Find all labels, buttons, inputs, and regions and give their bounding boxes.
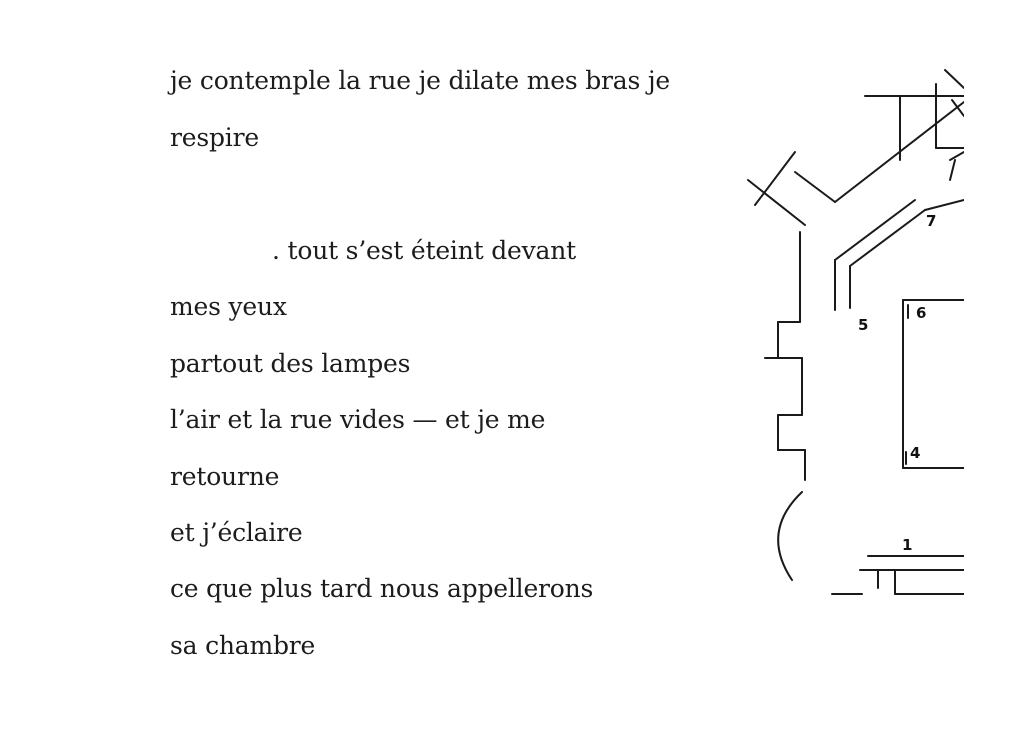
poem-line: retourne: [170, 462, 280, 491]
poem-line: ce que plus tard nous appellerons: [170, 574, 594, 603]
poem-line: sa chambre: [170, 631, 316, 660]
poem-line: mes yeux: [170, 292, 287, 321]
plan-wall: [950, 152, 964, 160]
poem-line: . tout s’est éteint devant: [272, 236, 576, 265]
poem-line: et j’éclaire: [170, 518, 303, 547]
plan-wall: [925, 200, 964, 210]
plan-label: 7: [926, 212, 937, 230]
plan-wall: [945, 70, 964, 88]
floor-plan-drawing: [740, 60, 964, 620]
poem-line: je contemple la rue je dilate mes bras je: [170, 66, 671, 95]
poem-line: partout des lampes: [170, 349, 411, 378]
poem-line: l’air et la rue vides — et je me: [170, 405, 546, 434]
plan-wall: [835, 200, 915, 260]
plan-wall: [950, 160, 955, 180]
plan-label: 4: [910, 444, 921, 462]
poem-line: respire: [170, 123, 259, 152]
poem-text: [170, 0, 690, 749]
plan-label: 1: [902, 536, 913, 554]
plan-label: 6: [916, 304, 927, 322]
plan-wall: [795, 172, 835, 202]
plan-label: 5: [858, 316, 869, 334]
plan-wall: [850, 210, 925, 266]
floor-plan-sketch: [740, 60, 964, 620]
plan-wall: [755, 152, 795, 205]
plan-arc: [778, 492, 802, 580]
